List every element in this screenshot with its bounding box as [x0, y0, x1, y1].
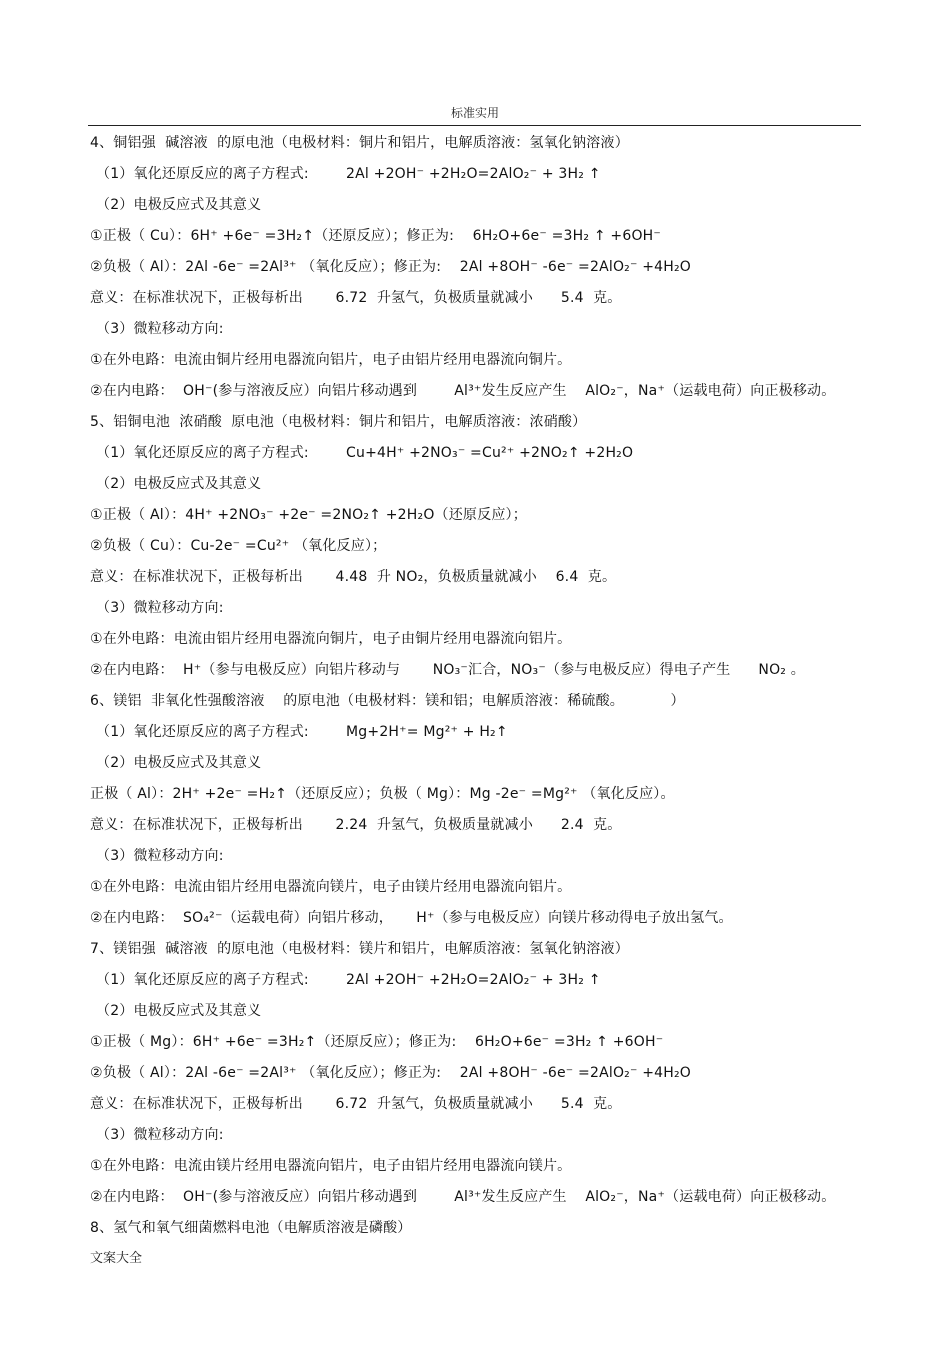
page-header: 标准实用 — [450, 106, 499, 120]
section-4-title: 4、铜铝强 碱溶液 的原电池（电极材料：铜片和铝片，电解质溶液：氢氧化钠溶液） — [90, 135, 629, 151]
section-6-external-circuit: ①在外电路：电流由铝片经用电器流向镁片，电子由镁片经用电器流向铝片。 — [90, 879, 572, 895]
section-6-migration-heading: （3）微粒移动方向: — [96, 848, 224, 864]
section-4-cathode: ①正极（ Cu）：6H⁺ +6e⁻ =3H₂↑（还原反应）；修正为: 6H₂O+6e⁻ =3H₂ ↑ +6OH⁻ — [90, 228, 661, 244]
section-5-ionic-equation: （1）氧化还原反应的离子方程式: Cu+4H⁺ +2NO₃⁻ =Cu²⁺ +2NO₂↑ +2H₂O — [96, 445, 634, 461]
section-4-meaning: 意义：在标准状况下，正极每析出 6.72 升氢气，负极质量就减小 5.4 克。 — [90, 290, 622, 306]
section-7-meaning: 意义：在标准状况下，正极每析出 6.72 升氢气，负极质量就减小 5.4 克。 — [90, 1096, 622, 1112]
section-4-internal-circuit: ②在内电路： OH⁻(参与溶液反应）向铝片移动遇到 Al³⁺发生反应产生 AlO₂⁻，Na⁺（运载电荷）向正极移动。 — [90, 383, 836, 399]
section-6-electrodes: 正极（ Al）：2H⁺ +2e⁻ =H₂↑（还原反应）；负极（ Mg）：Mg -2e⁻ =Mg²⁺ （氧化反应）。 — [90, 786, 675, 802]
section-4-external-circuit: ①在外电路：电流由铜片经用电器流向铝片，电子由铝片经用电器流向铜片。 — [90, 352, 572, 368]
header-rule — [88, 125, 861, 126]
section-5-meaning: 意义：在标准状况下，正极每析出 4.48 升 NO₂，负极质量就减小 6.4 克。 — [90, 569, 617, 585]
section-5-title: 5、铝铜电池 浓硝酸 原电池（电极材料：铜片和铝片，电解质溶液：浓硝酸） — [90, 414, 587, 430]
section-6-internal-circuit: ②在内电路： SO₄²⁻（运载电荷）向铝片移动， H⁺（参与电极反应）向镁片移动得电子放出氢气。 — [90, 910, 733, 926]
section-4-anode: ②负极（ Al）：2Al -6e⁻ =2Al³⁺ （氧化反应）；修正为: 2Al +8OH⁻ -6e⁻ =2AlO₂⁻ +4H₂O — [90, 259, 692, 275]
section-4-migration-heading: （3）微粒移动方向: — [96, 321, 224, 337]
section-5-anode: ②负极（ Cu）：Cu-2e⁻ =Cu²⁺ （氧化反应）； — [90, 538, 387, 554]
section-7-migration-heading: （3）微粒移动方向: — [96, 1127, 224, 1143]
section-7-anode: ②负极（ Al）：2Al -6e⁻ =2Al³⁺ （氧化反应）；修正为: 2Al +8OH⁻ -6e⁻ =2AlO₂⁻ +4H₂O — [90, 1065, 692, 1081]
section-5-internal-circuit: ②在内电路： H⁺（参与电极反应）向铝片移动与 NO₃⁻汇合，NO₃⁻（参与电极反应）得电子产生 NO₂ 。 — [90, 662, 805, 678]
section-8-title: 8、氢气和氧气细菌燃料电池（电解质溶液是磷酸） — [90, 1220, 412, 1236]
section-6-meaning: 意义：在标准状况下，正极每析出 2.24 升氢气，负极质量就减小 2.4 克。 — [90, 817, 622, 833]
section-7-title: 7、镁铝强 碱溶液 的原电池（电极材料：镁片和铝片，电解质溶液：氢氧化钠溶液） — [90, 941, 629, 957]
section-5-cathode: ①正极（ Al）：4H⁺ +2NO₃⁻ +2e⁻ =2NO₂↑ +2H₂O（还原反应）； — [90, 507, 527, 523]
section-7-external-circuit: ①在外电路：电流由镁片经用电器流向铝片，电子由铝片经用电器流向镁片。 — [90, 1158, 572, 1174]
section-5-migration-heading: （3）微粒移动方向: — [96, 600, 224, 616]
section-7-cathode: ①正极（ Mg）：6H⁺ +6e⁻ =3H₂↑（还原反应）；修正为: 6H₂O+6e⁻ =3H₂ ↑ +6OH⁻ — [90, 1034, 664, 1050]
section-7-internal-circuit: ②在内电路： OH⁻(参与溶液反应）向铝片移动遇到 Al³⁺发生反应产生 AlO₂⁻，Na⁺（运载电荷）向正极移动。 — [90, 1189, 836, 1205]
section-4-ionic-equation: （1）氧化还原反应的离子方程式: 2Al +2OH⁻ +2H₂O=2AlO₂⁻ + 3H₂ ↑ — [96, 166, 601, 182]
section-6-ionic-equation: （1）氧化还原反应的离子方程式: Mg+2H⁺= Mg²⁺ + H₂↑ — [96, 724, 508, 740]
section-7-electrode-heading: （2）电极反应式及其意义 — [96, 1003, 262, 1019]
page-footer: 文案大全 — [90, 1251, 143, 1266]
section-7-ionic-equation: （1）氧化还原反应的离子方程式: 2Al +2OH⁻ +2H₂O=2AlO₂⁻ + 3H₂ ↑ — [96, 972, 601, 988]
section-6-electrode-heading: （2）电极反应式及其意义 — [96, 755, 262, 771]
section-6-title: 6、镁铝 非氧化性强酸溶液 的原电池（电极材料：镁和铝；电解质溶液：稀硫酸。 ） — [90, 693, 685, 709]
document-body — [90, 133, 860, 1240]
section-4-electrode-heading: （2）电极反应式及其意义 — [96, 197, 262, 213]
section-5-external-circuit: ①在外电路：电流由铝片经用电器流向铜片，电子由铜片经用电器流向铝片。 — [90, 631, 572, 647]
section-5-electrode-heading: （2）电极反应式及其意义 — [96, 476, 262, 492]
